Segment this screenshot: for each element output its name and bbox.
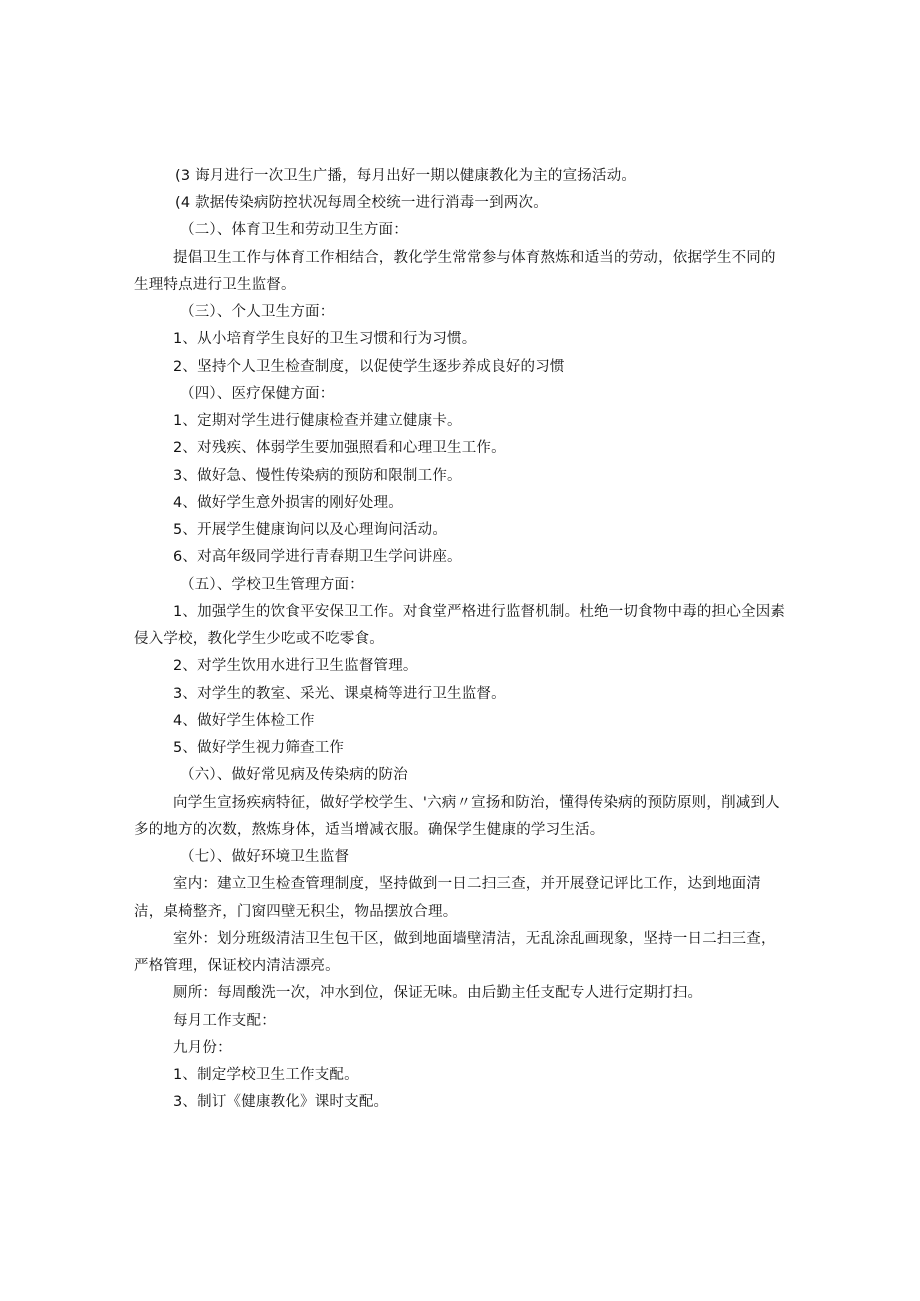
section-heading-3: （三）、个人卫生方面： — [180, 304, 335, 320]
list-item: 2、对学生饮用水进行卫生监督管理。 — [173, 658, 418, 674]
list-item: 6、对高年级同学进行青春期卫生学问讲座。 — [173, 549, 462, 565]
list-item-food-line2: 侵入学校，教化学生少吃或不吃零食。 — [134, 631, 384, 647]
list-item-food-line1: 1、加强学生的饮食平安保卫工作。对食堂严格进行监督机制。杜绝一切食物中毒的担心全因素 — [173, 604, 786, 620]
list-item-4: (4 款据传染病防控状况每周全校统一进行消毒一到两次。 — [175, 195, 548, 211]
list-item: 3、对学生的教室、采光、课桌椅等进行卫生监督。 — [173, 686, 506, 702]
list-item: 4、做好学生体检工作 — [173, 713, 315, 729]
paragraph-indoor-line1: 室内：建立卫生检查管理制度，坚持做到一日二扫三查，并开展登记评比工作，达到地面清 — [173, 876, 761, 892]
section-heading-4: （四）、医疗保健方面： — [180, 386, 335, 402]
section-heading-2: （二）、体育卫生和劳动卫生方面： — [180, 222, 408, 238]
list-item: 4、做好学生意外损害的刚好处理。 — [173, 495, 403, 511]
section-heading-5: （五）、学校卫生管理方面： — [180, 577, 364, 593]
list-item: 3、制订《健康教化》课时支配。 — [173, 1094, 389, 1110]
list-item: 1、定期对学生进行健康检查并建立健康卡。 — [173, 413, 462, 429]
list-item: 2、坚持个人卫生检查制度，以促使学生逐步养成良好的习惯 — [173, 359, 565, 375]
list-item: 3、做好急、慢性传染病的预防和限制工作。 — [173, 468, 462, 484]
list-item: 1、从小培育学生良好的卫生习惯和行为习惯。 — [173, 331, 477, 347]
paragraph-disease-line2: 多的地方的次数，熬炼身体，适当增减衣服。确保学生健康的学习生活。 — [134, 822, 605, 838]
monthly-plan-heading: 每月工作支配： — [173, 1013, 276, 1029]
list-item: 5、做好学生视力筛查工作 — [173, 740, 345, 756]
list-item: 5、开展学生健康询问以及心理询问活动。 — [173, 522, 448, 538]
list-item-3: (3 诲月进行一次卫生广播，每月出好一期以健康教化为主的宣扬活动。 — [175, 168, 637, 184]
september-heading: 九月份： — [173, 1040, 232, 1056]
section-heading-6: （六）、做好常见病及传染病的防治 — [180, 767, 408, 783]
list-item: 2、对残疾、体弱学生要加强照看和心理卫生工作。 — [173, 440, 506, 456]
paragraph-sports-line2: 生理特点进行卫生监督。 — [134, 277, 296, 293]
section-heading-7: （七）、做好环境卫生监督 — [180, 849, 350, 865]
list-item: 1、制定学校卫生工作支配。 — [173, 1067, 359, 1083]
paragraph-indoor-line2: 洁，桌椅整齐，门窗四壁无积尘，物品摆放合理。 — [134, 904, 458, 920]
paragraph-toilet: 厕所：每周酸洗一次，冲水到位，保证无味。由后勤主任支配专人进行定期打扫。 — [173, 985, 703, 1001]
paragraph-outdoor-line1: 室外：划分班级清洁卫生包干区，做到地面墙壁清洁，无乱涂乱画现象，坚持一日二扫三查， — [173, 931, 776, 947]
paragraph-disease-line1: 向学生宣扬疾病特征，做好学校学生、'六病〃宣扬和防治，懂得传染病的预防原则，削减到人 — [173, 795, 780, 811]
paragraph-sports-line1: 提倡卫生工作与体育工作相结合，教化学生常常参与体育熬炼和适当的劳动，依据学生不同的 — [173, 250, 776, 266]
paragraph-outdoor-line2: 严格管理，保证校内清洁漂亮。 — [134, 958, 340, 974]
